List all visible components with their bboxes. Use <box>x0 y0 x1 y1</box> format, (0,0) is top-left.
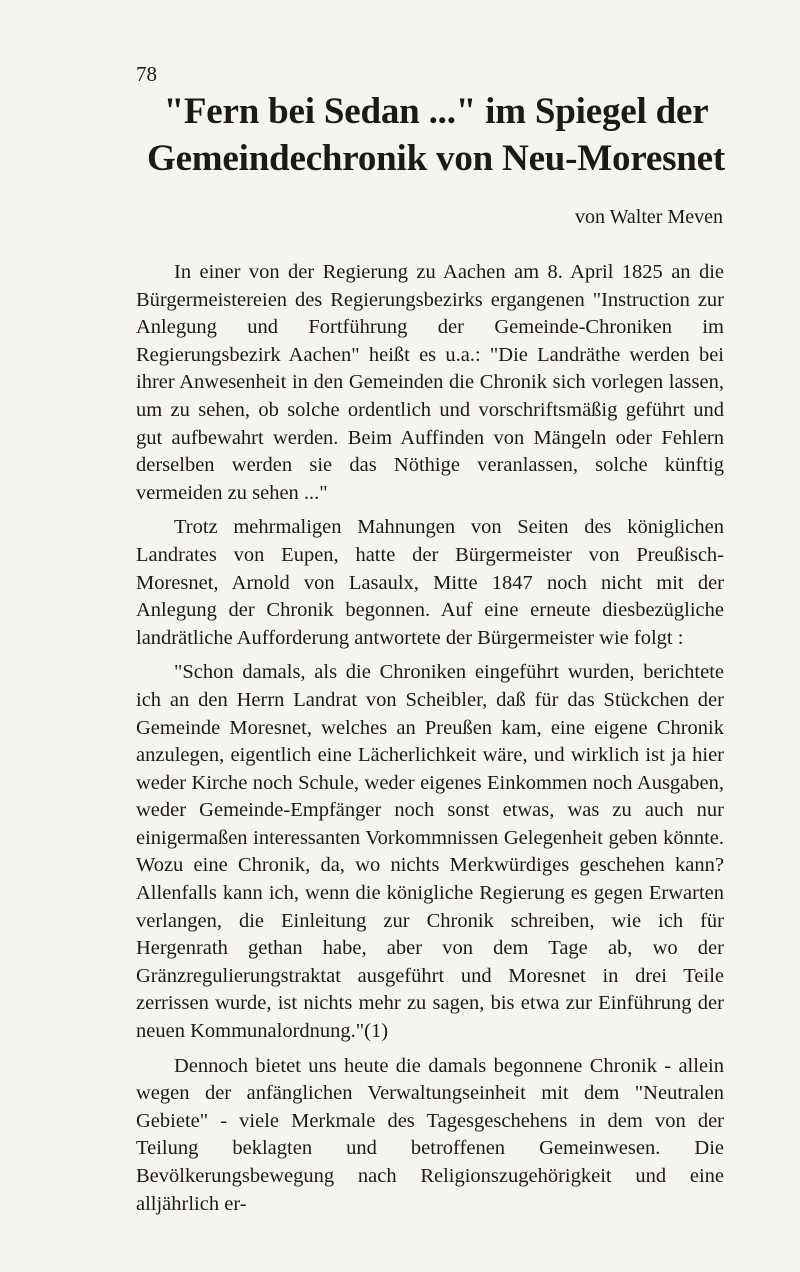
article-title <box>136 88 736 182</box>
paragraph-4: Dennoch bietet uns heute die damals begonnene Chronik - allein wegen der anfänglichen Verwaltungseinheit mit dem "Neutralen Gebiete" - viele Merkmale des Tagesgeschehens in dem von der Teilung beklagten und betroffenen Gemeinwesen. Die Bevölkerungsbewegung nach Religionszugehörigkeit und eine alljährlich er- <box>136 1054 724 1215</box>
paragraph-2: Trotz mehrmaligen Mahnungen von Seiten des königlichen Landrates von Eupen, hatte der Bürgermeister von Preußisch-Moresnet, Arnold von Lasaulx, Mitte 1847 noch nicht mit der Anlegung der Chronik begonnen. Auf eine erneute diesbezügliche landrätliche Aufforderung antwortete der Bürgermeister wie folgt : <box>136 516 724 649</box>
title-line-2: Gemeindechronik von Neu-Moresnet <box>146 138 726 179</box>
author-byline: von Walter Meven <box>575 206 723 228</box>
page-number: 78 <box>136 62 157 86</box>
paragraph-1: In einer von der Regierung zu Aachen am 8. April 1825 an die Bürgermeistereien des Regierungsbezirks ergangenen "Instruction zur Anlegung und Fortführung der Gemeinde-Chroniken im Regierungsbezirk Aachen" heißt es u.a.: "Die Landräthe werden bei ihrer Anwesenheit in den Gemeinden die Chronik sich vorlegen lassen, um zu sehen, ob solche ordentlich und vorschriftsmäßig geführt und gut aufbewahrt werden. Beim Auffinden von Mängeln oder Fehlern derselben werden sie das Nöthige veranlassen, solche künftig vermeiden zu sehen ..." <box>136 261 724 504</box>
title-line-1: "Fern bei Sedan ..." im Spiegel der <box>163 91 709 132</box>
paragraph-3-quote: "Schon damals, als die Chroniken eingeführt wurden, berichtete ich an den Herrn Landrat von Scheibler, daß für das Stückchen der Gemeinde Moresnet, welches an Preußen kam, eine eigene Chronik anzulegen, eigentlich eine Lächerlichkeit wäre, und wirklich ist ja hier weder Kirche noch Schule, weder eigenes Einkommen noch Ausgaben, weder Gemeinde-Empfänger noch sonst etwas, was zu auch nur einigermaßen interessanten Vorkommnissen Gelegenheit geben könnte. Wozu eine Chronik, da, wo nichts Merkwürdiges geschehen kann? Allenfalls kann ich, wenn die königliche Regierung es gegen Erwarten verlangen, die Einleitung zur Chronik schreiben, wie ich für Hergenrath gethan habe, aber von dem Tage ab, wo der Gränzregulierungstraktat ausgeführt und Moresnet in drei Teile zerrissen wurde, ist nichts mehr zu sagen, bis etwa zur Einführung der neuen Kommunalordnung."(1) <box>136 661 724 1043</box>
article-body <box>136 259 724 1225</box>
